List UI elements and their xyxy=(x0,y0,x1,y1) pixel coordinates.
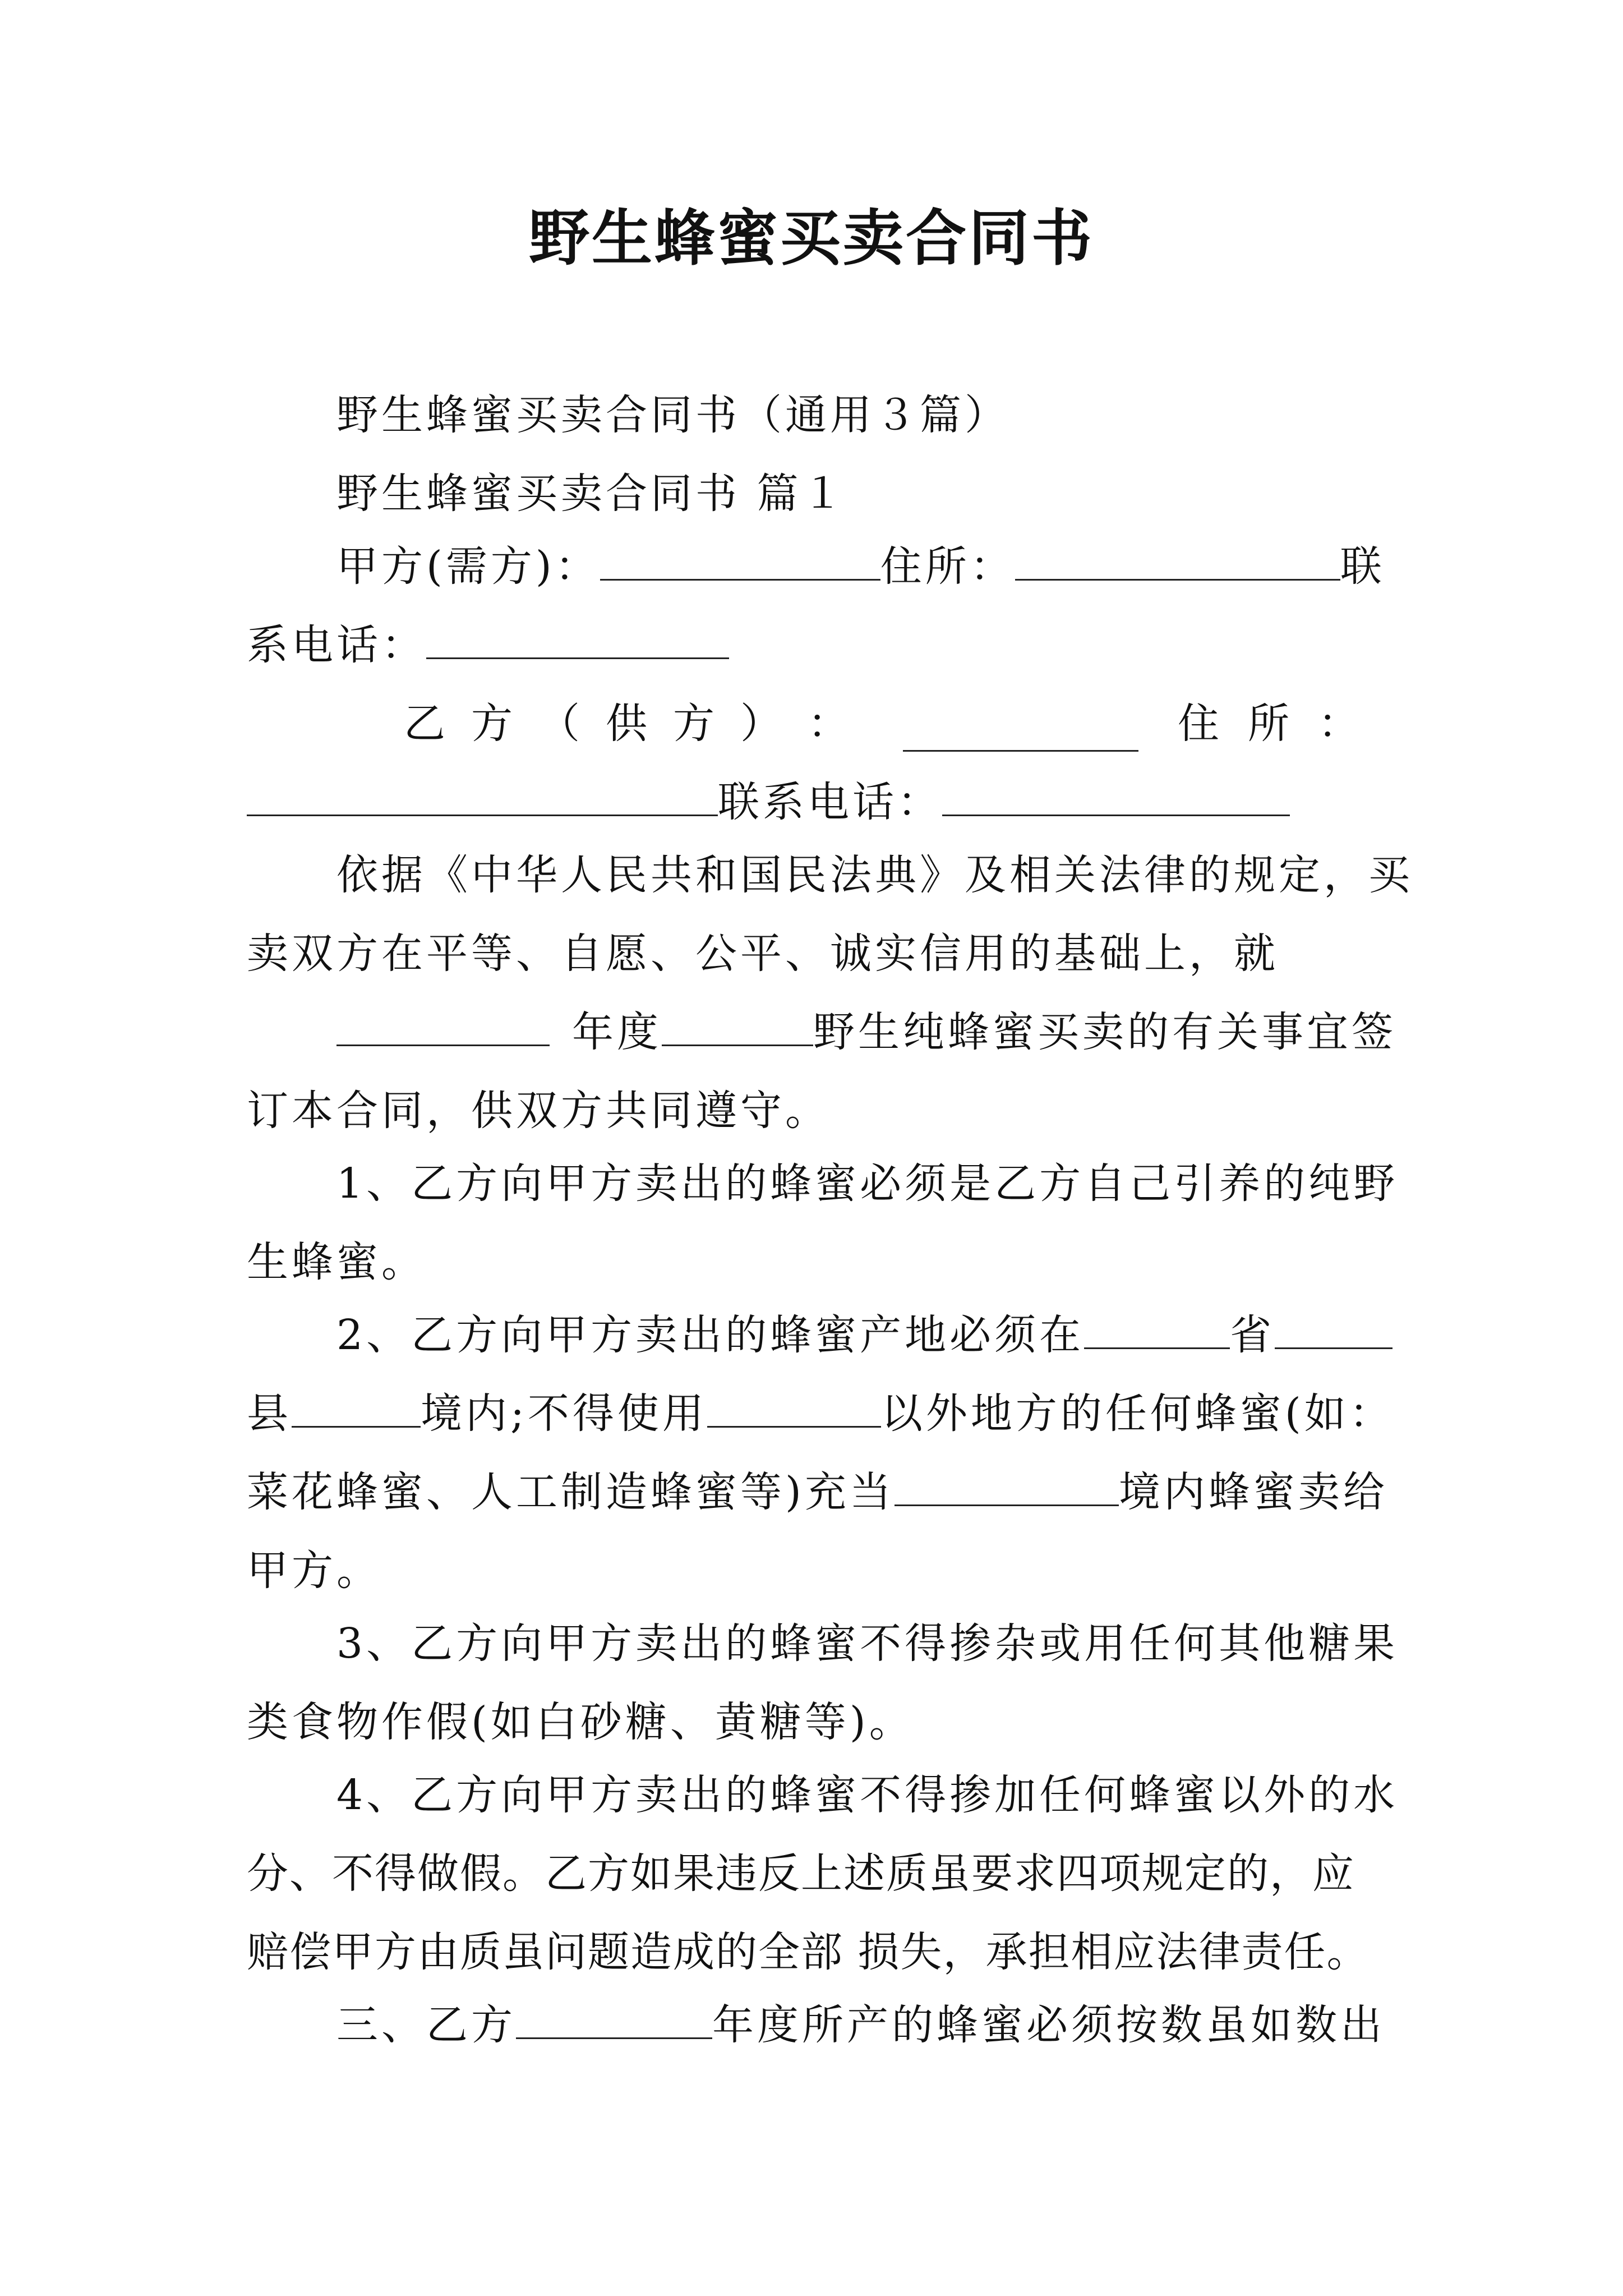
subtitle: 野生蜂蜜买卖合同书（通用３篇） xyxy=(336,391,1009,439)
item-1-line-1: 1、乙方向甲方卖出的蜂蜜必须是乙方自己引养的纯野 xyxy=(336,1159,1399,1208)
party-b-address-blank xyxy=(247,775,718,816)
item-2-line-4: 甲方。 xyxy=(247,1547,381,1595)
party-b-contact-blank xyxy=(942,775,1290,816)
party-b-contact-line xyxy=(247,774,1391,830)
region-blank xyxy=(707,1387,881,1428)
item-2-line-1: 2、乙方向甲方卖出的蜂蜜产地必须在 省 xyxy=(336,1307,1481,1363)
party-a-contact-suffix: 联 xyxy=(1340,542,1385,591)
party-a-name-blank xyxy=(600,540,880,581)
item-3-line-2: 类食物作假(如白砂糖、黄糖等)。 xyxy=(247,1698,914,1746)
province-blank xyxy=(1084,1308,1230,1349)
party-b-label: 乙 方 （ 供 方 ） ： xyxy=(404,700,852,748)
party-b-contact-label: 联系电话： xyxy=(718,778,942,826)
party-b-line xyxy=(404,696,1391,752)
origin-blank xyxy=(895,1465,1119,1506)
party-a-address-label: 住所： xyxy=(880,542,1015,591)
intro-line-3: 年度 野生纯蜂蜜买卖的有关事宜签 xyxy=(336,1004,1481,1060)
intro-line-4: 订本合同，供双方共同遵守。 xyxy=(247,1087,830,1135)
party-b-address-label: 住 所 ： xyxy=(1178,700,1363,748)
county-blank-b xyxy=(292,1387,421,1428)
item-4-line-1: 4、乙方向甲方卖出的蜂蜜不得掺加任何蜂蜜以外的水 xyxy=(336,1771,1399,1819)
party-a-contact-blank xyxy=(426,618,729,659)
party-a-label: 甲方(需方)： xyxy=(336,542,600,591)
item-three-year-blank xyxy=(516,1998,712,2039)
intro-line-1: 依据《中华人民共和国民法典》及相关法律的规定，买 xyxy=(336,851,1413,899)
item-2-line-3: 菜花蜂蜜、人工制造蜂蜜等)充当 境内蜂蜜卖给 xyxy=(247,1464,1391,1520)
item-three-line-1: 三、乙方 年度所产的蜂蜜必须按数虽如数出 xyxy=(336,1997,1481,2053)
intro-year-blank xyxy=(336,1005,550,1046)
section-heading: 野生蜂蜜买卖合同书 篇１ xyxy=(336,470,847,518)
item-1-line-2: 生蜂蜜。 xyxy=(247,1238,426,1286)
county-blank-a xyxy=(1275,1308,1393,1349)
item-2-line-2: 县 境内;不得使用 以外地方的任何蜂蜜(如： xyxy=(247,1386,1391,1442)
party-a-line xyxy=(336,539,1391,595)
intro-line-2: 卖双方在平等、自愿、公平、诚实信用的基础上，就 xyxy=(247,930,1279,978)
item-4-line-2: 分、不得做假。乙方如果违反上述质虽要求四项规定的，应 xyxy=(247,1849,1355,1898)
item-3-line-1: 3、乙方向甲方卖出的蜂蜜不得掺杂或用任何其他糖果 xyxy=(336,1619,1399,1668)
party-b-name-blank xyxy=(903,711,1138,752)
party-a-contact-label: 系电话： xyxy=(247,621,426,669)
item-4-line-3: 赔偿甲方由质虽问题造成的全部 损失，承担相应法律责任。 xyxy=(247,1928,1370,1976)
party-a-contact-line xyxy=(247,617,1391,673)
document-title: 野生蜂蜜买卖合同书 xyxy=(528,203,1094,274)
party-a-address-blank xyxy=(1015,540,1340,581)
intro-quantity-blank xyxy=(662,1005,813,1046)
